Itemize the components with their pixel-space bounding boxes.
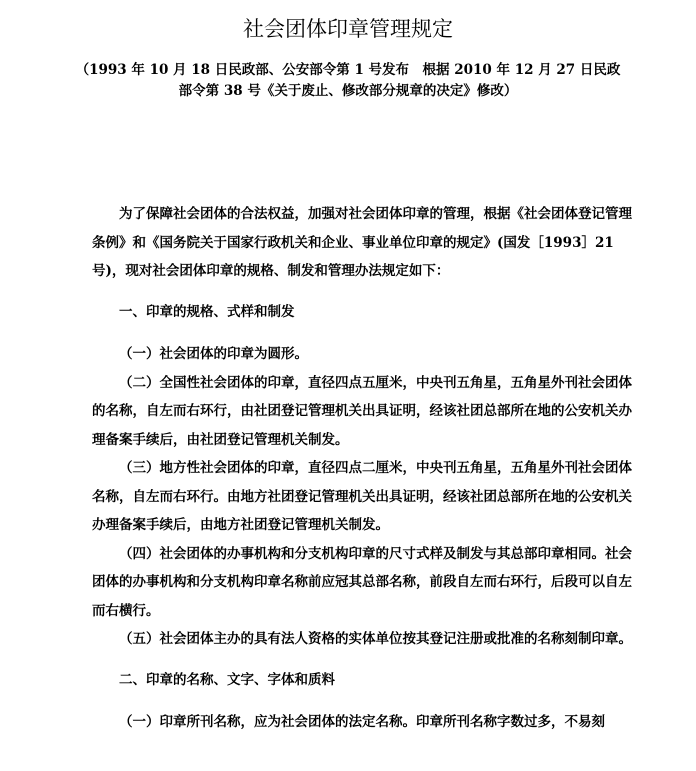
section-1-item-4: （四）社会团体的办事机构和分支机构印章的尺寸式样及制发与其总部印章相同。社会团体的办事机构和分支机构印章名称前应冠其总部名称，前段自左而右环行，后段可以自左而右横行。 (92, 545, 632, 619)
section-1-item-1: （一）社会团体的印章为圆形。 (119, 346, 308, 362)
section-1-item-5: （五）社会团体主办的具有法人资格的实体单位按其登记注册或批准的名称刻制印章。 (119, 631, 632, 647)
subtitle-line-2: 部令第 38 号《关于废止、修改部分规章的决定》修改） (178, 83, 518, 99)
intro-paragraph: 为了保障社会团体的合法权益，加强对社会团体印章的管理，根据《社会团体登记管理条例》和《国务院关于国家行政机关和企业、事业单位印章的规定》(国发［1993］21 号)，现对社会团体印章的规格、制发和管理办法规定如下： (92, 206, 632, 279)
section-2-heading: 二、印章的名称、文字、字体和质料 (119, 671, 335, 688)
document-subtitle (60, 60, 636, 102)
document-title: 社会团体印章管理规定 (243, 17, 453, 41)
section-1-heading: 一、印章的规格、式样和制发 (119, 303, 295, 320)
subtitle-line-1: （1993 年 10 月 18 日民政部、公安部令第 1 号发布 根据 2010 年 12 月 27 日民政 (75, 62, 621, 78)
section-2-item-1: （一）印章所刊名称，应为社会团体的法定名称。印章所刊名称字数过多，不易刻 (119, 714, 605, 730)
section-1-item-3: （三）地方性社会团体的印章，直径四点二厘米，中央刊五角星，五角星外刊社会团体名称，自左而右环行。由地方社团登记管理机关出具证明，经该社团总部所在地的公安机关办理备案手续后，由地方社团登记管理机关制发。 (92, 460, 632, 533)
section-1-item-2: （二）全国性社会团体的印章，直径四点五厘米，中央刊五角星，五角星外刊社会团体的名称，自左而右环行，由社团登记管理机关出具证明，经该社团总部所在地的公安机关办理备案手续后，由社团登记管理机关制发。 (92, 374, 632, 448)
document-body (92, 200, 632, 737)
